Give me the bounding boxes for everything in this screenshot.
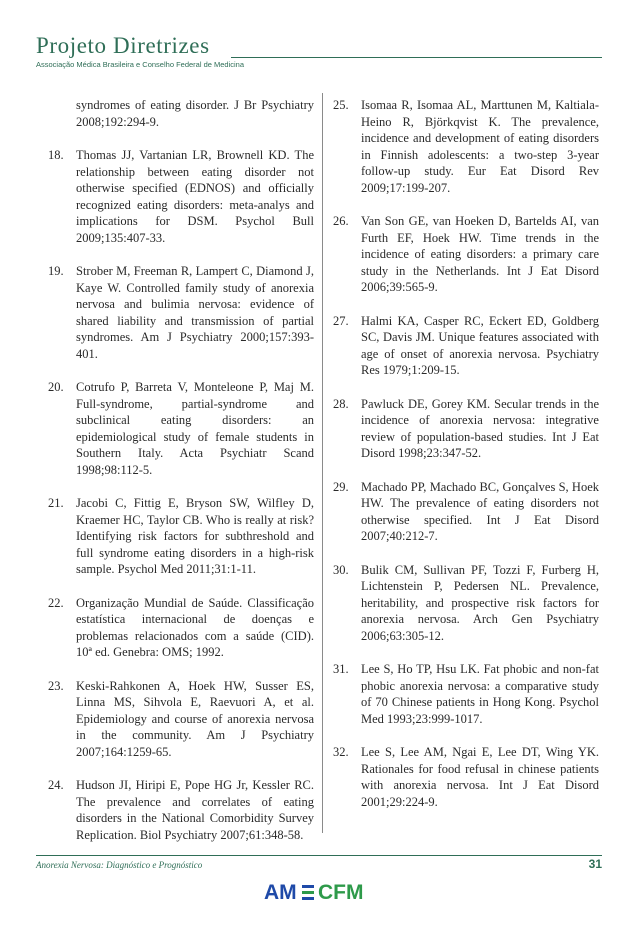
reference-number: 24.: [48, 778, 64, 792]
reference-number: 19.: [48, 264, 64, 278]
reference-number: 28.: [333, 396, 349, 411]
reference-item: [48, 595, 314, 661]
reference-text: Pawluck DE, Gorey KM. Secular trends in the incidence of anorexia nervosa: integrative review of population-based studies. Int J Eat Disord 1998;23:347-52.: [361, 396, 599, 460]
reference-text: Halmi KA, Casper RC, Eckert ED, Goldberg SC, Davis JM. Unique features associated with age of onset of anorexia nervosa. Psychiatry Res 1979;1:209-15.: [361, 313, 599, 377]
reference-text: Strober M, Freeman R, Lampert C, Diamond J, Kaye W. Controlled family study of anorexia nervosa and bulimia nervosa: evidence of shared liability and transmission of partial syndromes. Am J Psychiatry 2000;157:393-401.: [76, 264, 314, 361]
reference-item: [333, 661, 599, 727]
column-divider: [322, 93, 323, 833]
reference-text: Thomas JJ, Vartanian LR, Brownell KD. The relationship between eating disorder not otherwise specified (EDNOS) and officially recognized eating disorders: meta-analys and implications for DSM. Psychol Bull 2009;135:407-33.: [76, 148, 314, 245]
reference-item: [333, 97, 599, 196]
reference-item: [48, 777, 314, 843]
amb-cfm-logo-icon: [262, 877, 372, 907]
reference-item: [48, 495, 314, 578]
reference-text: Van Son GE, van Hoeken D, Bartelds AI, van Furth EF, Hoek HW. Time trends in the incidence of eating disorders: a primary care study in the Netherlands. Int J Eat Disord 2006;39:565-9.: [361, 214, 599, 294]
reference-number: 31.: [333, 662, 349, 676]
reference-text: Keski-Rahkonen A, Hoek HW, Susser ES, Linna MS, Sihvola E, Raevuori A, et al. Epidemiology and course of anorexia nervosa in the community. Am J Psychiatry 2007;164:1259-65.: [76, 678, 314, 759]
header-rule: [231, 57, 602, 58]
reference-number: 25.: [333, 98, 349, 112]
reference-text: Lee S, Lee AM, Ngai E, Lee DT, Wing YK. Rationales for food refusal in chinese patients with anorexia nervosa. Int J Eat Disord 2001;29:224-9.: [361, 745, 599, 809]
footer-rule: [36, 855, 602, 856]
reference-item: [333, 213, 599, 296]
amb-cfm-logo: [262, 877, 372, 912]
reference-item: [333, 744, 599, 810]
reference-number: 23.: [48, 678, 64, 693]
reference-number: 20.: [48, 380, 64, 394]
reference-number: 21.: [48, 496, 64, 510]
reference-text: Isomaa R, Isomaa AL, Marttunen M, Kaltiala-Heino R, Björkqvist K. The prevalence, incidence and development of eating disorders in Finnish adolescents: a two-step 3-year follow-up study. Eur Eat Disord Rev 2009;17:199-207.: [361, 98, 599, 195]
running-title: Anorexia Nervosa: Diagnóstico e Prognóstico: [36, 860, 203, 870]
reference-item: [48, 678, 314, 761]
reference-text: Lee S, Ho TP, Hsu LK. Fat phobic and non-fat phobic anorexia nervosa: a comparative study of 70 Chinese patients in Hong Kong. Psychol Med 1993;23:999-1017.: [361, 662, 599, 726]
page-number: 31: [588, 857, 602, 871]
reference-number: 27.: [333, 313, 349, 328]
publication-title: Projeto Diretrizes: [36, 33, 210, 58]
svg-text:CFM: CFM: [318, 881, 364, 904]
reference-item: [48, 379, 314, 478]
references-left-column: [48, 97, 314, 860]
reference-number: 32.: [333, 745, 349, 759]
reference-item: [48, 97, 314, 130]
references-right-column: [333, 97, 599, 827]
reference-number: 30.: [333, 562, 349, 577]
reference-text: Organização Mundial de Saúde. Classificação estatística internacional de doenças e problemas relacionados com a saúde (CID). 10ª ed. Genebra: OMS; 1992.: [76, 595, 314, 659]
publication-subtitle: Associação Médica Brasileira e Conselho Federal de Medicina: [36, 60, 245, 69]
reference-text: Cotrufo P, Barreta V, Monteleone P, Maj M. Full-syndrome, partial-syndrome and subclinical eating disorders: an epidemiological study of female students in Southern Italy. Acta Psychiatr Scand 1998;98:112-5.: [76, 380, 314, 477]
reference-item: [48, 147, 314, 246]
reference-text: Jacobi C, Fittig E, Bryson SW, Wilfley D, Kraemer HC, Taylor CB. Who is really at risk? Identifying risk factors for subthreshold and full syndrome eating disorders in a high-risk sample. Psychol Med 2011;31:1-11.: [76, 496, 314, 576]
reference-number: 29.: [333, 479, 349, 494]
reference-text: syndromes of eating disorder. J Br Psychiatry 2008;192:294-9.: [76, 98, 314, 129]
reference-number: 26.: [333, 214, 349, 228]
reference-number: 18.: [48, 148, 64, 162]
reference-text: Hudson JI, Hiripi E, Pope HG Jr, Kessler RC. The prevalence and correlates of eating disorders in the National Comorbidity Survey Replication. Biol Psychiatry 2007;61:348-58.: [76, 778, 314, 842]
reference-item: [333, 313, 599, 379]
reference-item: [333, 562, 599, 645]
reference-text: Machado PP, Machado BC, Gonçalves S, Hoek HW. The prevalence of eating disorders not otherwise specified. Int J Eat Disord 2007;40:212-7.: [361, 479, 599, 543]
page-header: [36, 34, 602, 69]
reference-number: 22.: [48, 595, 64, 610]
svg-text:AM: AM: [264, 881, 297, 904]
reference-text: Bulik CM, Sullivan PF, Tozzi F, Furberg H, Lichtenstein P, Pedersen NL. Prevalence, heritability, and prospective risk factors for anorexia nervosa. Arch Gen Psychiatry 2006;63:305-12.: [361, 562, 599, 643]
reference-item: [333, 479, 599, 545]
reference-item: [48, 263, 314, 362]
reference-item: [333, 396, 599, 462]
